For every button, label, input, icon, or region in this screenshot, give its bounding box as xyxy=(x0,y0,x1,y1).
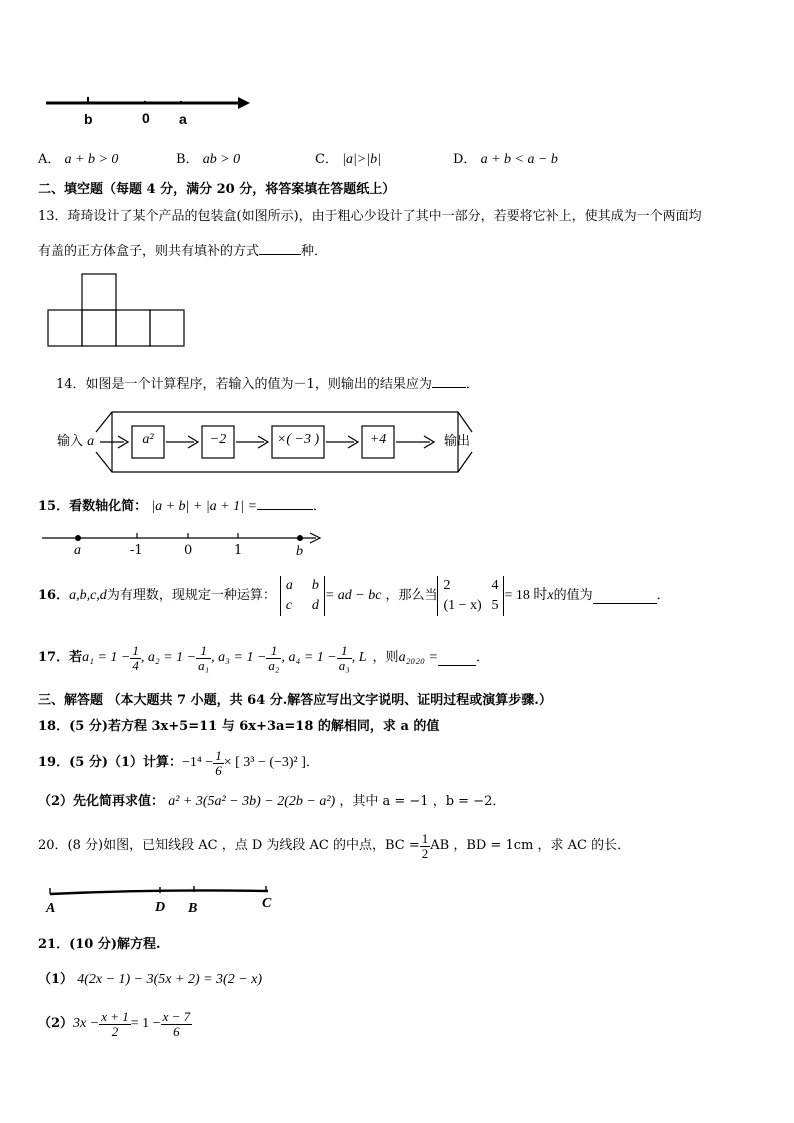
q21-e2-label: （2） xyxy=(38,1016,74,1031)
section-3-title: 三、解答题 （本大题共 7 小题，共 64 分.解答应写出文字说明、证明过程或演算步骤.） xyxy=(38,693,552,708)
flow-input-var: a xyxy=(87,434,95,449)
q20-segment xyxy=(46,884,272,898)
q19-part-2 xyxy=(38,794,505,810)
q16-label: 16． xyxy=(38,588,70,603)
det1-b: b xyxy=(311,578,319,593)
q19-p2-label: （2）先化简再求值： xyxy=(38,794,165,809)
q15-number-line xyxy=(40,530,324,550)
determinant-given xyxy=(437,576,504,616)
q17-question xyxy=(38,638,489,678)
q15-expr: |a + b| + |a + 1| = xyxy=(151,499,257,514)
q15-axis-neg1: -1 xyxy=(130,543,143,558)
frac-1-a2: $\frac{1}{\text{a₂}}$ xyxy=(268,642,280,673)
q17-label: 17．若 xyxy=(38,650,83,665)
q13-text-a: 有盖的正方体盒子，则共有填补的方式 xyxy=(38,244,260,259)
frac-x-minus-7-over-6: $\frac{x - 7}{6}$ xyxy=(162,1008,191,1039)
q17-answer-blank[interactable] xyxy=(438,653,476,666)
frac-1-4: $\frac{1}{4}$ xyxy=(132,642,139,673)
flow-input-label: 输入 xyxy=(57,434,84,449)
option-c[interactable] xyxy=(315,152,381,168)
flow-step-square: a² xyxy=(142,432,154,447)
q16-end: ． xyxy=(656,588,670,603)
q15-label: 15．看数轴化简： xyxy=(38,499,148,514)
det1-c: c xyxy=(285,598,293,613)
q16-question xyxy=(38,576,670,616)
option-d-letter: D． xyxy=(453,152,477,167)
q17-then: ，则 xyxy=(372,650,399,665)
flow-output-label: 输出 xyxy=(444,434,471,449)
q14-text-b: ． xyxy=(465,377,479,392)
det2-d: 5 xyxy=(491,598,499,613)
q13-box-net xyxy=(46,272,188,348)
flow-step-plus-4: +4 xyxy=(369,432,387,447)
section-2-title: 二、填空题（每题 4 分，满分 20 分，将答案填在答题纸上） xyxy=(38,182,396,197)
q14-flowchart xyxy=(54,404,478,478)
flow-input xyxy=(57,434,94,450)
q21-e1-expr: 4(2x − 1) − 3(5x + 2) = 3(2 − x) xyxy=(77,972,263,987)
q17-target: a₂₀₂₀ = xyxy=(398,650,438,665)
det2-c: (1 − x) xyxy=(443,598,482,613)
axis-label-a: a xyxy=(179,111,187,127)
q21-eq-2 xyxy=(38,1004,192,1044)
q13-text-b: 种． xyxy=(301,244,328,259)
q16-equation: = 18 时 xyxy=(504,588,548,603)
option-b[interactable] xyxy=(176,152,240,168)
flow-step-times-neg3: ×( −3 ) xyxy=(276,432,320,447)
q15-axis-a: a xyxy=(74,543,81,558)
q21-eq-1 xyxy=(38,972,262,988)
frac-1-a1: $\frac{1}{\text{a₁}}$ xyxy=(198,642,210,673)
frac-1-a3: $\frac{1}{\text{a₃}}$ xyxy=(338,642,350,673)
q18-question: 18．(5 分)若方程 3x+5=11 与 6x+3a=18 的解相同，求 a 的值 xyxy=(38,719,440,734)
q17-end: ． xyxy=(475,650,489,665)
q21-e2-a: 3x − xyxy=(73,1016,100,1031)
q16-var-x: x xyxy=(547,588,554,603)
point-d: D xyxy=(155,900,166,915)
option-d[interactable] xyxy=(453,152,558,168)
q20-text-a: 20．(8 分)如图，已知线段 AC ，点 D 为线段 AC 的中点，BC = xyxy=(38,838,420,853)
option-d-expr: a + b < a − b xyxy=(480,152,558,167)
q19-p2-expr: a² + 3(5a² − 3b) − 2(2b − a²) xyxy=(168,794,336,809)
q14-question xyxy=(56,375,479,393)
q15-end: ． xyxy=(312,499,326,514)
seq-a1: a₁ = 1 − xyxy=(82,650,131,665)
q16-answer-blank[interactable] xyxy=(593,591,657,604)
q15-answer-blank[interactable] xyxy=(257,497,313,510)
flow-step-minus-2: −2 xyxy=(209,432,227,447)
q21-e2-b: = 1 − xyxy=(130,1016,161,1031)
q13-line-1: 13．琦琦设计了某个产品的包装盒(如图所示)，由于粗心少设计了其中一部分，若要将它补上，使其成为一个两面均 xyxy=(38,209,702,224)
point-a: A xyxy=(46,901,56,916)
point-b: B xyxy=(188,901,198,916)
q19-end: ． xyxy=(305,755,319,770)
q20-text-b: AB ，BD = 1cm ，求 AC 的长． xyxy=(430,838,631,853)
det1-a: a xyxy=(285,578,293,593)
q19-label: 19．(5 分)（1）计算： xyxy=(38,755,183,770)
option-a-expr: a + b > 0 xyxy=(64,152,119,167)
q19-p2-condition: ，其中 a = −1 ，b = −2． xyxy=(339,794,506,809)
seq-a2: , a₂ = 1 − xyxy=(140,650,197,665)
q21-title: 21．(10 分)解方程. xyxy=(38,937,161,952)
q16-text-3: 的值为 xyxy=(553,588,593,603)
determinant-definition xyxy=(280,576,325,616)
q16-vars: a,b,c,d xyxy=(69,588,107,603)
q16-text-1: 为有理数，现规定一种运算： xyxy=(106,588,276,603)
option-a[interactable] xyxy=(38,152,118,168)
option-c-letter: C． xyxy=(315,152,338,167)
option-c-expr: |a|>|b| xyxy=(342,152,381,167)
option-a-letter: A． xyxy=(38,152,61,167)
axis-label-b: b xyxy=(84,111,93,127)
det2-a: 2 xyxy=(443,578,451,593)
q15-axis-0: 0 xyxy=(184,543,193,558)
q15-question xyxy=(38,497,326,515)
q15-axis-1: 1 xyxy=(234,543,243,558)
option-b-expr: ab > 0 xyxy=(202,152,241,167)
frac-1-2: $\frac{1}{2}$ xyxy=(421,830,429,861)
seq-ellipsis: , L xyxy=(351,650,367,665)
q14-text-a: 14．如图是一个计算程序，若输入的值为－1，则输出的结果应为 xyxy=(56,377,432,392)
frac-x-plus-1-over-2: $\frac{x + 1}{2}$ xyxy=(101,1008,129,1039)
axis-label-zero: 0 xyxy=(142,110,150,126)
det1-d: d xyxy=(311,598,319,613)
q20-question xyxy=(38,828,630,864)
q16-definition: = ad − bc xyxy=(324,588,382,603)
option-b-letter: B． xyxy=(176,152,199,167)
q19-part-1 xyxy=(38,746,319,780)
seq-a4: , a₄ = 1 − xyxy=(281,650,337,665)
seq-a3: , a₃ = 1 − xyxy=(211,650,267,665)
q13-answer-blank[interactable] xyxy=(259,242,301,255)
q16-text-2: ，那么当 xyxy=(385,588,438,603)
q21-e1-label: （1） xyxy=(38,972,74,987)
q14-answer-blank[interactable] xyxy=(432,375,466,388)
frac-1-6: $\frac{1}{6}$ xyxy=(215,747,222,778)
q13-line-2 xyxy=(38,242,327,260)
point-c: C xyxy=(262,896,272,911)
q19-expr-a: −1⁴ − xyxy=(182,755,214,770)
q15-axis-b: b xyxy=(296,544,303,559)
det2-b: 4 xyxy=(491,578,499,593)
q19-expr-b: × [ 3³ − (−3)² ] xyxy=(223,755,306,770)
